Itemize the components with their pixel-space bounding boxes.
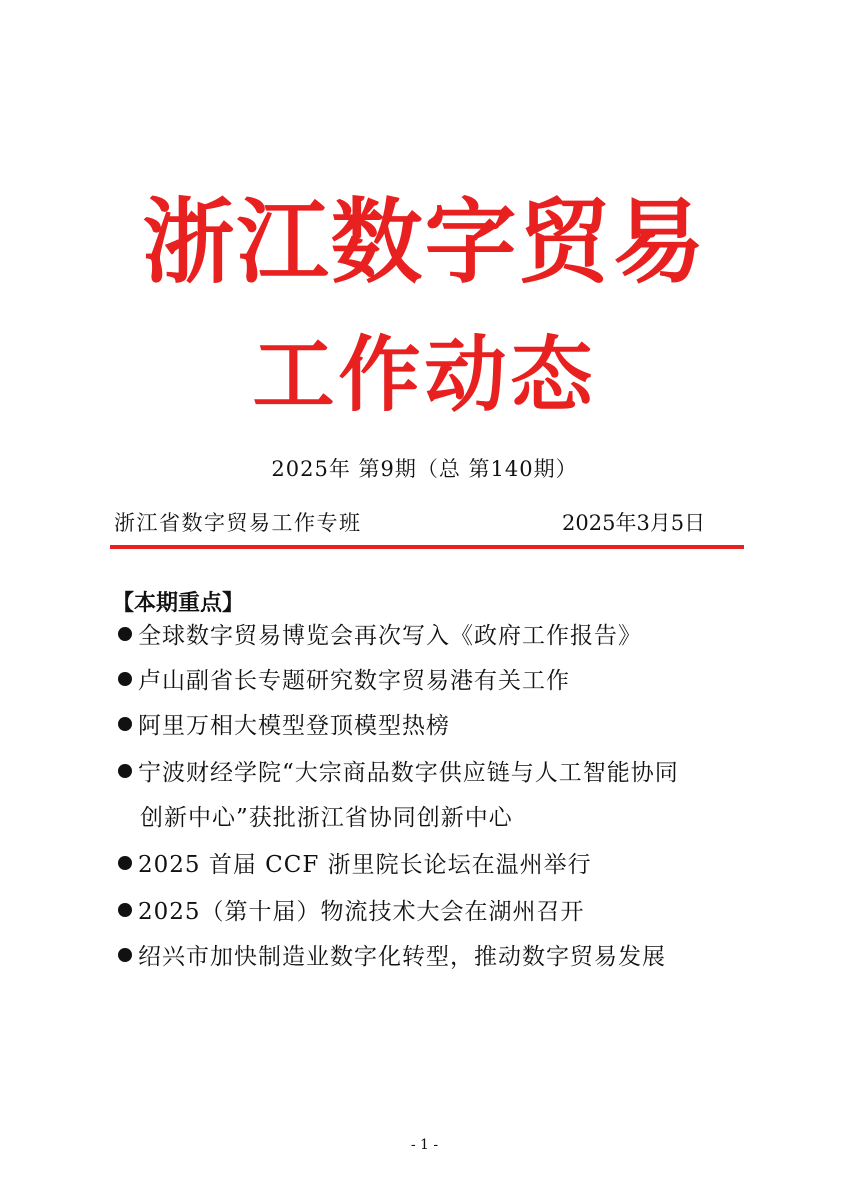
issue-number: 2025年 第9期（总 第140期）: [271, 457, 578, 481]
highlight-item: [118, 935, 758, 980]
highlight-text: 卢山副省长专题研究数字贸易港有关工作: [138, 668, 570, 694]
publication-date: 2025年3月5日: [562, 511, 706, 535]
highlight-item: [118, 751, 758, 841]
highlight-text-continuation: 创新中心”获批浙江省协同创新中心: [140, 805, 513, 831]
highlight-item: [118, 659, 758, 704]
bullet-icon: [118, 948, 132, 962]
highlight-text: 宁波财经学院“大宗商品数字供应链与人工智能协同: [138, 760, 679, 786]
highlight-item: [118, 890, 758, 935]
highlight-text: 2025（第十届）物流技术大会在湖州召开: [138, 899, 585, 925]
bullet-icon: [118, 856, 132, 870]
bullet-icon: [118, 672, 132, 686]
journal-title-line-2: 工作动态: [252, 328, 597, 423]
page-number: - 1 -: [410, 1137, 439, 1153]
journal-title-line-1: 浙江数字贸易: [142, 189, 707, 296]
highlight-text: 绍兴市加快制造业数字化转型，推动数字贸易发展: [138, 944, 666, 970]
bullet-icon: [118, 764, 132, 778]
highlight-text: 阿里万相大模型登顶模型热榜: [138, 713, 450, 739]
highlight-item: [118, 614, 758, 659]
red-divider-rule: [110, 545, 744, 549]
highlight-item: [118, 704, 758, 749]
highlight-text: 2025 首届 CCF 浙里院长论坛在温州举行: [138, 852, 592, 878]
bullet-icon: [118, 717, 132, 731]
publisher-name: 浙江省数字贸易工作专班: [114, 511, 362, 535]
bullet-icon: [118, 903, 132, 917]
highlight-item: [118, 843, 758, 888]
highlight-text: 全球数字贸易博览会再次写入《政府工作报告》: [138, 623, 642, 649]
highlights-heading: 【本期重点】: [112, 591, 245, 616]
bullet-icon: [118, 627, 132, 641]
